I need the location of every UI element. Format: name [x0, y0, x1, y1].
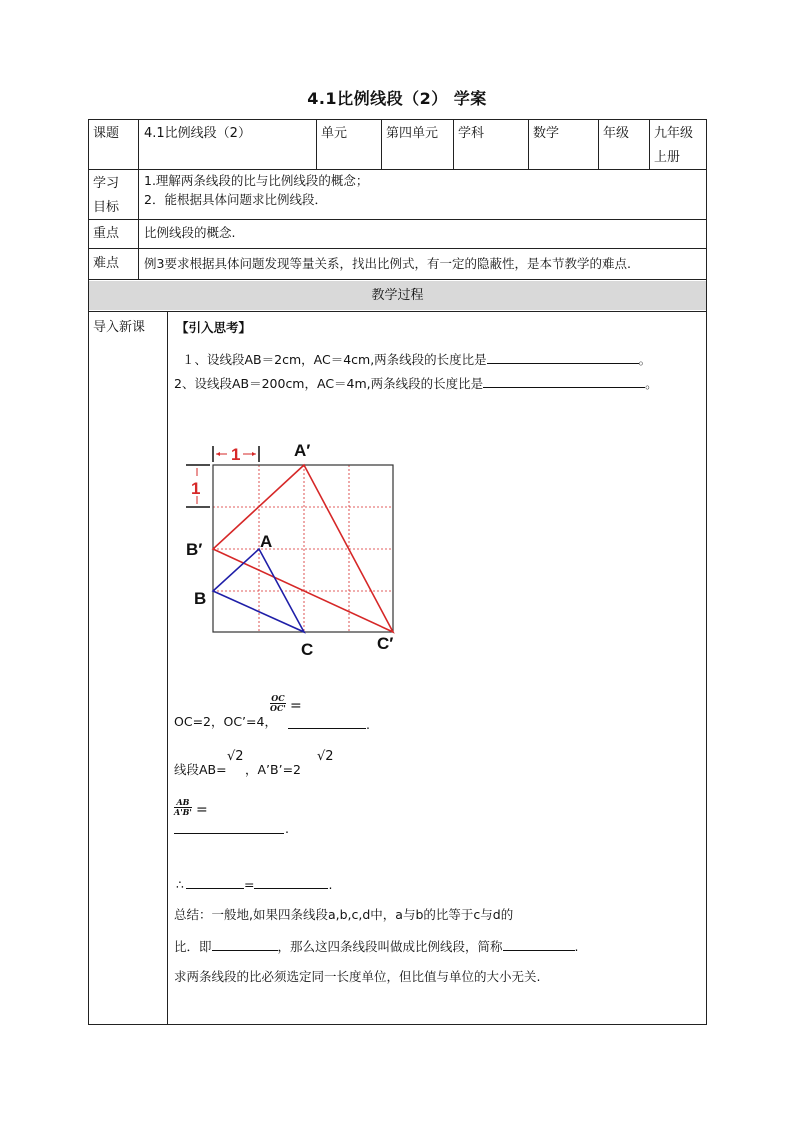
- ab-line-a: 线段AB=: [174, 762, 227, 777]
- summary-line-2: [174, 938, 579, 956]
- triangle-figure: [180, 430, 420, 660]
- label-b: B: [194, 589, 207, 608]
- label-b-prime: B′: [186, 540, 203, 559]
- answer-blank[interactable]: [483, 375, 645, 388]
- course-label: 课题: [93, 126, 120, 141]
- summary-2-period: .: [574, 939, 579, 954]
- process-side-label: 导入新课: [93, 320, 146, 335]
- goals-label-1: 学习: [93, 176, 120, 191]
- answer-blank[interactable]: [186, 876, 244, 889]
- unit-label-horizontal: 1: [231, 445, 241, 464]
- key-point-label: 重点: [93, 226, 120, 241]
- ab-period: .: [285, 821, 289, 836]
- sqrt-2: √2: [317, 749, 334, 764]
- goals-line-1: 1.理解两条线段的比与比例线段的概念；: [144, 173, 369, 188]
- unit-label: 单元: [321, 126, 348, 141]
- answer-blank[interactable]: [174, 821, 284, 834]
- oc-period: .: [366, 717, 370, 732]
- unit-label-vertical: 1: [191, 479, 201, 498]
- summary-2b: ，那么这四条线段叫做成比例线段，简称: [277, 939, 503, 954]
- answer-blank[interactable]: [288, 716, 366, 729]
- question-2: [174, 375, 658, 393]
- table-col-line: [528, 119, 529, 170]
- goals-line-2: 2．能根据具体问题求比例线段．: [144, 192, 327, 207]
- question-2-text: 2、设线段AB＝200cm，AC＝4m,两条线段的长度比是: [174, 376, 484, 391]
- goals-label-2: 目标: [93, 200, 120, 215]
- table-row-line: [88, 219, 707, 220]
- label-a: A: [260, 532, 273, 551]
- table-col-line: [316, 119, 317, 170]
- oc-fraction: $\frac{OC}{OC'}$: [270, 693, 286, 713]
- answer-blank[interactable]: [487, 351, 639, 364]
- ab-equals: =: [196, 802, 208, 818]
- question-2-end: 。: [645, 376, 658, 391]
- table-col-line: [138, 119, 139, 280]
- table-row-line: [88, 248, 707, 249]
- grade-label: 年级: [603, 126, 630, 141]
- table-border-right: [706, 119, 707, 1025]
- oc-line: OC=2，OC’=4，: [174, 714, 277, 729]
- therefore-symbol: ∴: [176, 877, 184, 892]
- course-value: 4.1比例线段（2）: [144, 126, 251, 141]
- answer-blank[interactable]: [254, 876, 328, 889]
- grade-value-1: 九年级: [654, 126, 694, 141]
- answer-blank[interactable]: [503, 938, 575, 951]
- table-border-top: [88, 119, 707, 120]
- summary-2a: 比．即: [174, 939, 212, 954]
- question-1-end: 。: [638, 352, 652, 367]
- table-col-line: [167, 311, 168, 1025]
- triangle-large: [213, 465, 393, 632]
- summary-line-3: 求两条线段的比必须选定同一长度单位，但比值与单位的大小无关.: [174, 969, 541, 984]
- label-a-prime: A′: [294, 441, 311, 460]
- ab-fraction: $\frac{AB}{A'B'}$: [174, 797, 192, 817]
- process-header: 教学过程: [89, 281, 706, 310]
- table-border-bottom: [88, 1024, 707, 1025]
- table-border-left: [88, 119, 89, 1025]
- sqrt-2: √2: [227, 749, 244, 764]
- question-1-text: １、设线段AB＝2cm，AC＝4cm,两条线段的长度比是: [182, 352, 487, 367]
- unit-value: 第四单元: [386, 126, 439, 141]
- table-col-line: [649, 119, 650, 170]
- answer-blank[interactable]: [212, 938, 278, 951]
- table-col-line: [598, 119, 599, 170]
- table-row-line: [88, 279, 707, 280]
- summary-line-1: 总结：一般地,如果四条线段a,b,c,d中，a与b的比等于c与d的: [174, 907, 514, 922]
- subject-value: 数学: [533, 126, 560, 141]
- section-title: 【引入思考】: [176, 320, 252, 335]
- key-point-text: 比例线段的概念.: [144, 225, 236, 240]
- page-title: 4.1比例线段（2） 学案: [307, 89, 487, 108]
- table-row-line: [88, 311, 707, 312]
- grid-frame: [213, 465, 393, 632]
- question-1: [182, 351, 651, 369]
- subject-label: 学科: [458, 126, 485, 141]
- ab-line-b: ，A’B’=2: [245, 762, 301, 777]
- table-row-line: [88, 169, 707, 170]
- table-col-line: [381, 119, 382, 170]
- therefore-equals: =: [243, 877, 255, 892]
- label-c-prime: C′: [377, 634, 394, 653]
- label-c: C: [301, 640, 314, 659]
- triangle-small: [213, 549, 304, 632]
- grade-value-2: 上册: [654, 150, 681, 165]
- table-col-line: [453, 119, 454, 170]
- difficulty-text: 例3要求根据具体问题发现等量关系，找出比例式，有一定的隐蔽性，是本节教学的难点.: [144, 256, 631, 271]
- grid-lines: [213, 465, 393, 632]
- oc-equals: =: [290, 698, 302, 714]
- therefore-line: [176, 876, 332, 894]
- therefore-period: .: [328, 877, 333, 892]
- difficulty-label: 难点: [93, 256, 120, 271]
